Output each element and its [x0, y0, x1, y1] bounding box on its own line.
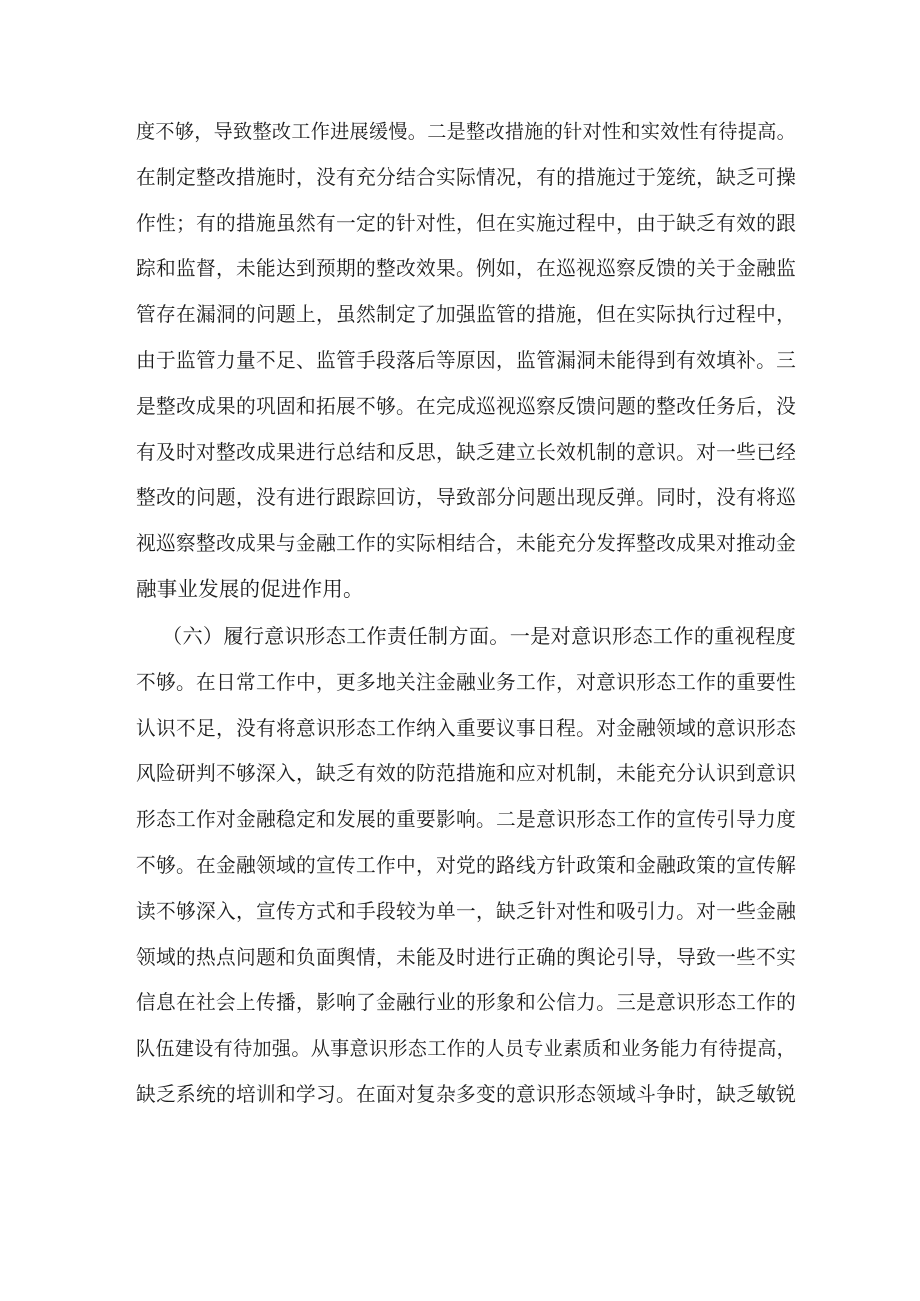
- text-line: 队伍建设有待加强。从事意识形态工作的人员专业素质和业务能力有待提高，: [136, 1037, 796, 1061]
- text-line: （六）履行意识形态工作责任制方面。一是对意识形态工作的重视程度: [162, 624, 796, 648]
- text-line: 领域的热点问题和负面舆情，未能及时进行正确的舆论引导，导致一些不实: [136, 945, 796, 969]
- text-line: 认识不足，没有将意识形态工作纳入重要议事日程。对金融领域的意识形态: [136, 716, 796, 740]
- text-line: 融事业发展的促进作用。: [136, 576, 364, 601]
- text-line: 不够。在金融领域的宣传工作中，对党的路线方针政策和金融政策的宣传解: [136, 853, 796, 877]
- text-line: 在制定整改措施时，没有充分结合实际情况，有的措施过于笼统，缺乏可操: [136, 165, 796, 189]
- text-line: 踪和监督，未能达到预期的整改效果。例如，在巡视巡察反馈的关于金融监: [136, 257, 796, 281]
- text-line: 度不够，导致整改工作进展缓慢。二是整改措施的针对性和实效性有待提高。: [136, 120, 796, 143]
- text-line: 视巡察整改成果与金融工作的实际相结合，未能充分发挥整改成果对推动金: [136, 532, 796, 556]
- text-line: 风险研判不够深入，缺乏有效的防范措施和应对机制，未能充分认识到意识: [136, 762, 796, 786]
- text-line: 有及时对整改成果进行总结和反思，缺乏建立长效机制的意识。对一些已经: [136, 440, 796, 464]
- text-line: 管存在漏洞的问题上，虽然制定了加强监管的措施，但在实际执行过程中，: [136, 303, 796, 327]
- text-line: 形态工作对金融稳定和发展的重要影响。二是意识形态工作的宣传引导力度: [136, 808, 796, 832]
- text-line: 是整改成果的巩固和拓展不够。在完成巡视巡察反馈问题的整改任务后，没: [136, 394, 796, 418]
- text-line: 由于监管力量不足、监管手段落后等原因，监管漏洞未能得到有效填补。三: [136, 348, 796, 372]
- text-line: 缺乏系统的培训和学习。在面对复杂多变的意识形态领域斗争时，缺乏敏锐: [136, 1082, 796, 1106]
- text-line: 整改的问题，没有进行跟踪回访，导致部分问题出现反弹。同时，没有将巡: [136, 486, 796, 510]
- text-line: 信息在社会上传播，影响了金融行业的形象和公信力。三是意识形态工作的: [136, 991, 796, 1015]
- text-line: 作性；有的措施虽然有一定的针对性，但在实施过程中，由于缺乏有效的跟: [136, 211, 796, 235]
- paragraph-continued: [136, 109, 796, 613]
- paragraph-ideology-responsibility: [136, 614, 796, 1118]
- text-line: 不够。在日常工作中，更多地关注金融业务工作，对意识形态工作的重要性: [136, 670, 796, 694]
- text-line: 读不够深入，宣传方式和手段较为单一，缺乏针对性和吸引力。对一些金融: [136, 899, 796, 923]
